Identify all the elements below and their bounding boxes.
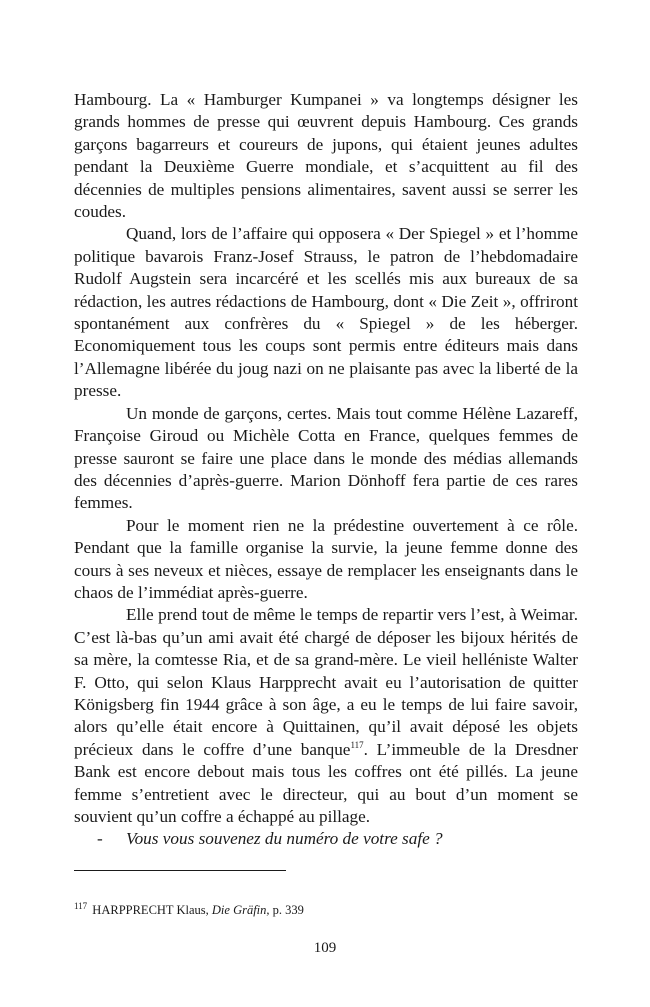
dialogue-line [74,828,578,850]
paragraph: Pour le moment rien ne la prédestine ouvertement à ce rôle. Pendant que la famille organise la survie, la jeune femme donne des cours à ses neveux et nièces, essaye de remplacer les enseignants dans le chaos de l’immédiat après-guerre. [74,515,578,602]
dialogue-text: Vous vous souvenez du numéro de votre safe ? [126,829,443,849]
page-number: 109 [313,940,337,956]
footnote-page: p. 339 [272,903,304,917]
footnote-separator [74,870,286,871]
paragraph: Quand, lors de l’affaire qui opposera « Der Spiegel » et l’homme politique bavarois Franz-Josef Strauss, le patron de l’hebdomadaire Rudolf Augstein sera incarcéré et les scellés mis aux bureaux de sa rédaction, les autres rédactions de Hambourg, dont « Die Zeit », offriront spontanément aux confrères du « Spiegel » de les héberger. Economiquement tous les coups sont permis entre éditeurs mais dans l’Allemagne libérée du joug nazi on ne plaisante pas avec la liberté de la presse. [74,224,578,401]
footnote-title: Die Gräfin, [211,903,270,917]
paragraph-text: . L’immeuble de la Dresdner Bank est encore debout mais tous les coffres ont été pillés. La jeune femme s’entretient avec le directeur, qui au bout d’un moment se souvient qu’un coffre a échappé au pillage. [74,739,578,826]
footnote-number: 117 [74,901,88,911]
paragraph: Un monde de garçons, certes. Mais tout comme Hélène Lazareff, Françoise Giroud ou Michèle Cotta en France, quelques femmes de presse sauront se faire une place dans le monde des médias allemands des décennies d’après-guerre. Marion Dönhoff fera partie de ces rares femmes. [74,403,578,513]
footnote-author: HARPPRECHT Klaus, [92,903,209,917]
paragraph-text: Elle prend tout de même le temps de repartir vers l’est, à Weimar. C’est là-bas qu’un ami avait été chargé de déposer les bijoux hérités de sa mère, la comtesse Ria, et de sa grand-mère. Le vieil helléniste Walter F. Otto, qui selon Klaus Harpprecht avait eu l’autorisation de quitter Königsberg fin 1944 grâce à son âge, a eu le temps de lui faire savoir, alors qu’elle était encore à Quittainen, qu’il avait déposé les objets précieux dans le coffre d’une banque [74,605,578,759]
paragraph: Hambourg. La « Hamburger Kumpanei » va longtemps désigner les grands hommes de presse qui œuvrent depuis Hambourg. Ces grands garçons bagarreurs et coureurs de jupons, qui étaient jeunes adultes pendant la Deuxième Guerre mondiale, et s’acquittent au fil des décennies de multiples pensions alimentaires, savent aussi se serrer les coudes. [74,90,578,222]
paragraph [74,604,578,828]
dialogue-dash: - [97,829,103,849]
body-text [74,89,578,851]
footnote [74,902,578,918]
footnote-reference: 117 [350,739,364,750]
